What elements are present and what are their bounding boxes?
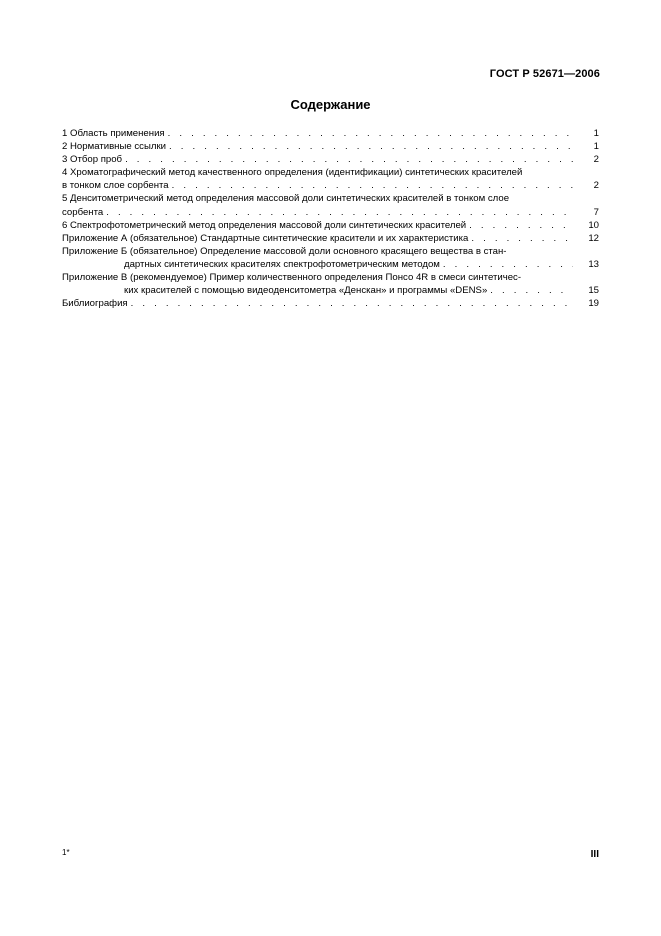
toc-entry-title-line-1: Приложение Б (обязательное) Определение массовой доли основного красящего вещества в стан- [62,245,507,257]
toc-entry-5[interactable] [62,192,599,218]
toc-entry-3[interactable] [62,153,599,166]
toc-entry-page: 10 [588,219,599,231]
toc-entry-page: 13 [588,258,599,270]
dot-leader [122,153,573,166]
toc-entry-page: 2 [593,154,599,166]
toc-entry-title-line-2: в тонком слое сорбента [62,180,169,192]
dot-leader [466,219,573,232]
dot-leader [487,284,573,297]
toc-entry-6[interactable] [62,219,599,232]
dot-leader [440,258,573,271]
dot-leader [128,297,573,310]
dot-leader [103,206,573,219]
toc-entry-title-line-2: дартных синтетических красителях спектрофотометрическим методом [124,258,440,270]
toc-entry-page: 7 [593,206,599,218]
toc-entry-title: 2 Нормативные ссылки [62,141,167,153]
toc-entry-title: 1 Область применения [62,128,165,139]
toc-entry-4[interactable] [62,166,599,192]
dot-leader [165,127,573,140]
dot-leader [166,140,573,153]
toc-entry-title: Библиография [62,298,128,310]
toc-entry-page: 1 [593,141,599,153]
toc-entry-2[interactable] [62,140,599,153]
toc-entry-page: 15 [588,285,599,297]
page-number: III [590,849,599,860]
footnote-mark: 1* [62,848,70,857]
toc-entry-page: 1 [593,128,599,139]
toc-entry-title: 3 Отбор проб [62,154,123,166]
toc-entry-title-line-2: ких красителей с помощью видеоденситометра «Денскан» и программы «DENS» [124,285,488,297]
toc-entry-title-line-1: Приложение В (рекомендуемое) Пример количественного определения Понсо 4R в смеси синтетичес- [62,272,522,284]
toc-entry-appendix-b[interactable] [62,245,599,271]
toc-entry-appendix-v[interactable] [62,271,599,297]
toc-entry-1[interactable] [62,127,599,140]
table-of-contents [62,127,599,310]
toc-entry-page: 2 [593,180,599,192]
document-code: ГОСТ Р 52671—2006 [489,68,600,80]
dot-leader [468,232,573,245]
toc-entry-appendix-a[interactable] [62,232,599,245]
toc-entry-bibliography[interactable] [62,297,599,310]
toc-entry-title: 6 Спектрофотометрический метод определения массовой доли синтетических красителей [62,219,467,231]
toc-entry-page: 12 [588,232,599,244]
toc-entry-title-line-1: 4 Хроматографический метод качественного определения (идентификации) синтетических красителей [62,167,523,179]
toc-title: Содержание [290,97,371,112]
toc-entry-title-line-1: 5 Денситометрический метод определения массовой доли синтетических красителей в тонком слое [62,193,510,205]
toc-entry-title: Приложение А (обязательное) Стандартные синтетические красители и их характеристика [62,232,469,244]
toc-entry-page: 19 [588,298,599,310]
dot-leader [169,179,573,192]
toc-entry-title-line-2: сорбента [62,206,104,218]
